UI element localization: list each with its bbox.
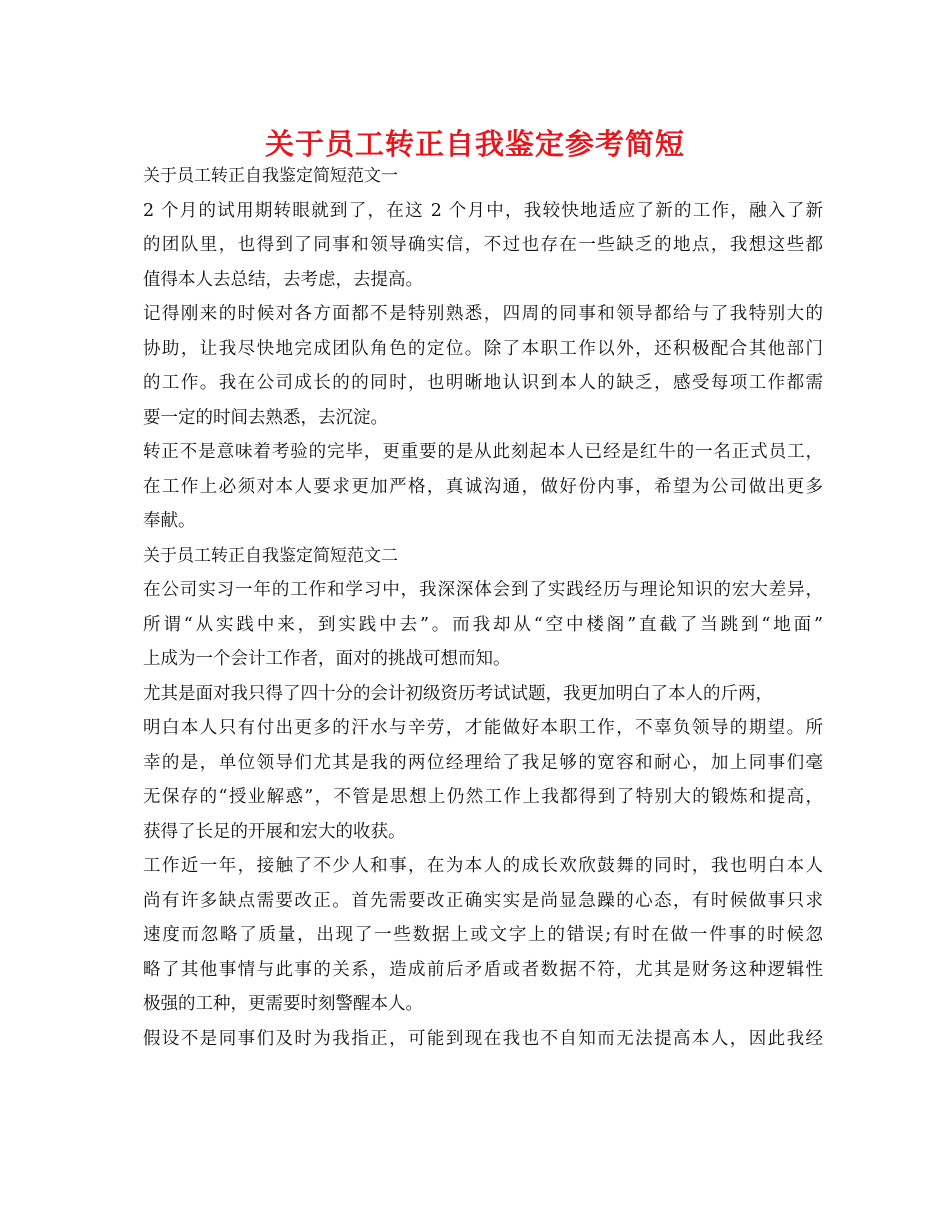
paragraph-line: 明白本人只有付出更多的汗水与辛劳，才能做好本职工作，不辜负领导的期望。所 <box>143 718 823 738</box>
paragraph-line: 幸的是，单位领导们尤其是我的两位经理给了我足够的宽容和耐心，加上同事们毫 <box>143 752 823 773</box>
paragraph-line: 转正不是意味着考验的完毕，更重要的是从此刻起本人已经是红牛的一名正式员工， <box>143 442 823 462</box>
paragraph-line: 获得了长足的开展和宏大的收获。 <box>143 821 406 842</box>
section-heading: 关于员工转正自我鉴定简短范文一 <box>143 166 398 186</box>
paragraph-line: 要一定的时间去熟悉，去沉淀。 <box>143 407 388 428</box>
paragraph-line: 奉献。 <box>143 511 196 531</box>
paragraph-line: 2 个月的试用期转眼就到了，在这 2 个月中，我较快地适应了新的工作，融入了新 <box>143 200 823 221</box>
paragraph-line: 尚有许多缺点需要改正。首先需要改正确实实是尚显急躁的心态，有时候做事只求 <box>143 890 823 911</box>
paragraph-line: 在公司实习一年的工作和学习中，我深深体会到了实践经历与理论知识的宏大差异， <box>143 580 823 600</box>
paragraph-line: 上成为一个会计工作者，面对的挑战可想而知。 <box>143 649 511 669</box>
paragraph-line: 值得本人去总结，去考虑，去提高。 <box>143 269 423 290</box>
paragraph-line: 尤其是面对我只得了四十分的会计初级资历考试试题，我更加明白了本人的斤两， <box>143 683 773 704</box>
paragraph-line: 极强的工种，更需要时刻警醒本人。 <box>143 994 423 1014</box>
paragraph-line: 无保存的“授业解惑”，不管是思想上仍然工作上我都得到了特别大的锻炼和提高， <box>143 787 823 807</box>
paragraph-line: 的工作。我在公司成长的的同时，也明晰地认识到本人的缺乏，感受每项工作都需 <box>143 373 823 393</box>
section-heading: 关于员工转正自我鉴定简短范文二 <box>143 545 398 566</box>
paragraph-line: 假设不是同事们及时为我指正，可能到现在我也不自知而无法提高本人，因此我经 <box>143 1028 823 1049</box>
paragraph-line: 记得刚来的时候对各方面都不是特别熟悉，四周的同事和领导都给与了我特别大的 <box>143 304 823 324</box>
paragraph-line: 速度而忽略了质量，出现了一些数据上或文字上的错误;有时在做一件事的时候忽 <box>143 925 823 945</box>
document-title: 关于员工转正自我鉴定参考简短 <box>264 127 685 161</box>
paragraph-line: 的团队里，也得到了同事和领导确实信，不过也存在一些缺乏的地点，我想这些都 <box>143 235 823 255</box>
paragraph-line: 工作近一年，接触了不少人和事，在为本人的成长欢欣鼓舞的同时，我也明白本人 <box>143 856 823 876</box>
paragraph-line: 在工作上必须对本人要求更加严格，真诚沟通，做好份内事，希望为公司做出更多 <box>143 476 823 497</box>
paragraph-line: 协助，让我尽快地完成团队角色的定位。除了本职工作以外，还积极配合其他部门 <box>143 338 823 359</box>
paragraph-line: 所谓“从实践中来，到实践中去”。而我却从“空中楼阁”直截了当跳到“地面” <box>143 614 823 635</box>
document-body <box>143 166 823 1063</box>
paragraph-line: 略了其他事情与此事的关系，造成前后矛盾或者数据不符，尤其是财务这种逻辑性 <box>143 959 823 980</box>
